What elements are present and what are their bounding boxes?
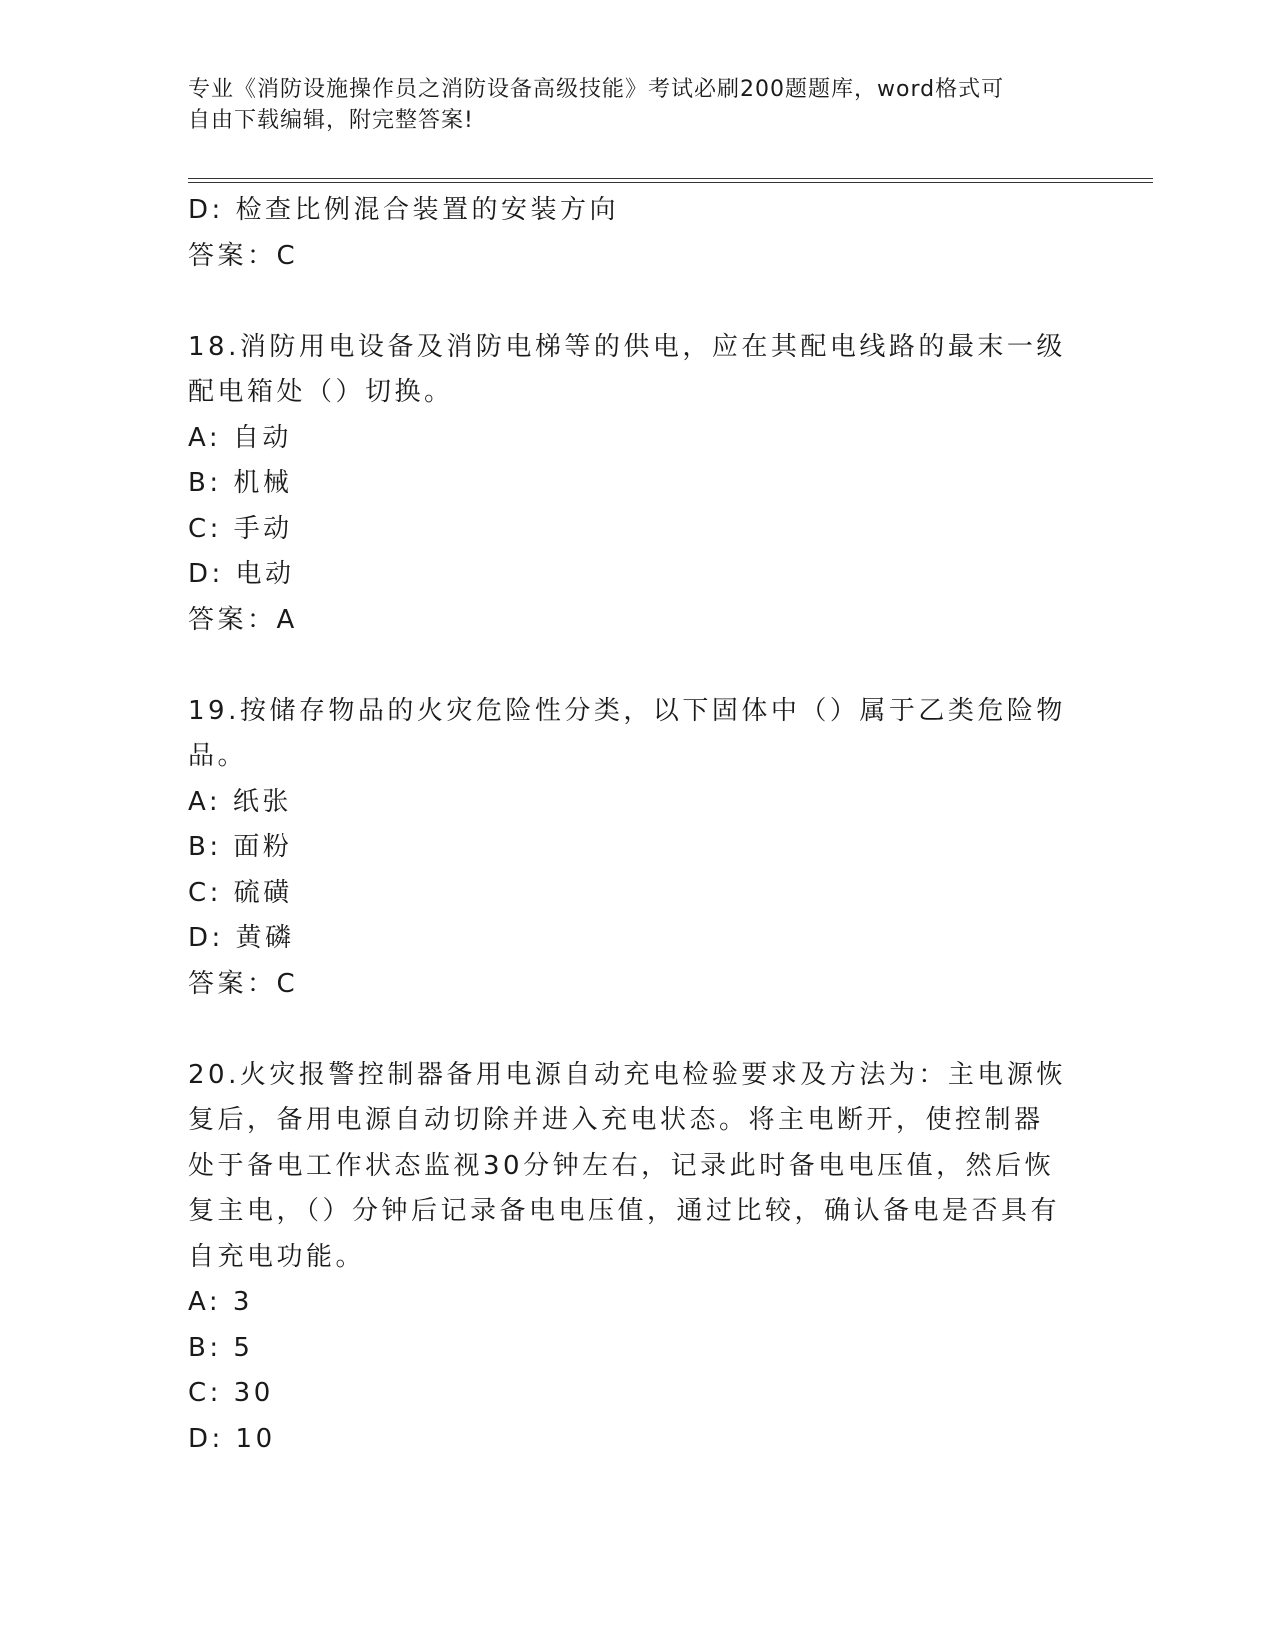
question-18 [188, 325, 1068, 644]
page-header [188, 74, 1068, 136]
question-18-option-d: D: 电动 [188, 559, 295, 589]
question-19-answer: 答案：C [188, 968, 299, 999]
header-divider [188, 178, 1153, 183]
header-line-1: 专业《消防设施操作员之消防设备高级技能》考试必刷200题题库，word格式可 [188, 77, 1005, 102]
question-19-option-d: D: 黄磷 [188, 923, 295, 953]
question-20-text: 20.火灾报警控制器备用电源自动充电检验要求及方法为：主电源恢复后，备用电源自动切除并进入充电状态。将主电断开，使控制器处于备电工作状态监视30分钟左右，记录此时备电电压值，然后恢复主电，（）分钟后记录备电电压值，通过比较，确认备电是否具有自充电功能。 [188, 1059, 1066, 1272]
question-19-option-c: C: 硫磺 [188, 877, 293, 908]
question-19-option-b: B: 面粉 [188, 832, 293, 862]
question-19 [188, 689, 1068, 1008]
question-18-text: 18.消防用电设备及消防电梯等的供电，应在其配电线路的最末一级配电箱处（）切换。 [188, 331, 1066, 407]
question-19-option-a: A: 纸张 [188, 786, 292, 817]
question-20-option-d: D: 10 [188, 1423, 276, 1454]
spacer [188, 643, 1068, 689]
question-18-option-c: C: 手动 [188, 513, 293, 544]
question-20-option-a: A: 3 [188, 1287, 253, 1317]
question-20-option-b: B: 5 [188, 1332, 254, 1363]
question-list [188, 188, 1068, 1462]
question-18-option-a: A: 自动 [188, 422, 292, 453]
question-20-option-c: C: 30 [188, 1378, 274, 1408]
spacer [188, 1007, 1068, 1053]
question-18-answer: 答案：A [188, 604, 298, 635]
header-line-2: 自由下载编辑，附完整答案! [188, 108, 474, 133]
question-19-text: 19.按储存物品的火灾危险性分类，以下固体中（）属于乙类危险物品。 [188, 695, 1066, 771]
carryover-option-d: D: 检查比例混合装置的安装方向 [188, 195, 620, 225]
carryover-answer: 答案：C [188, 240, 299, 271]
question-20 [188, 1053, 1068, 1463]
question-18-option-b: B: 机械 [188, 468, 293, 498]
spacer [188, 279, 1068, 325]
